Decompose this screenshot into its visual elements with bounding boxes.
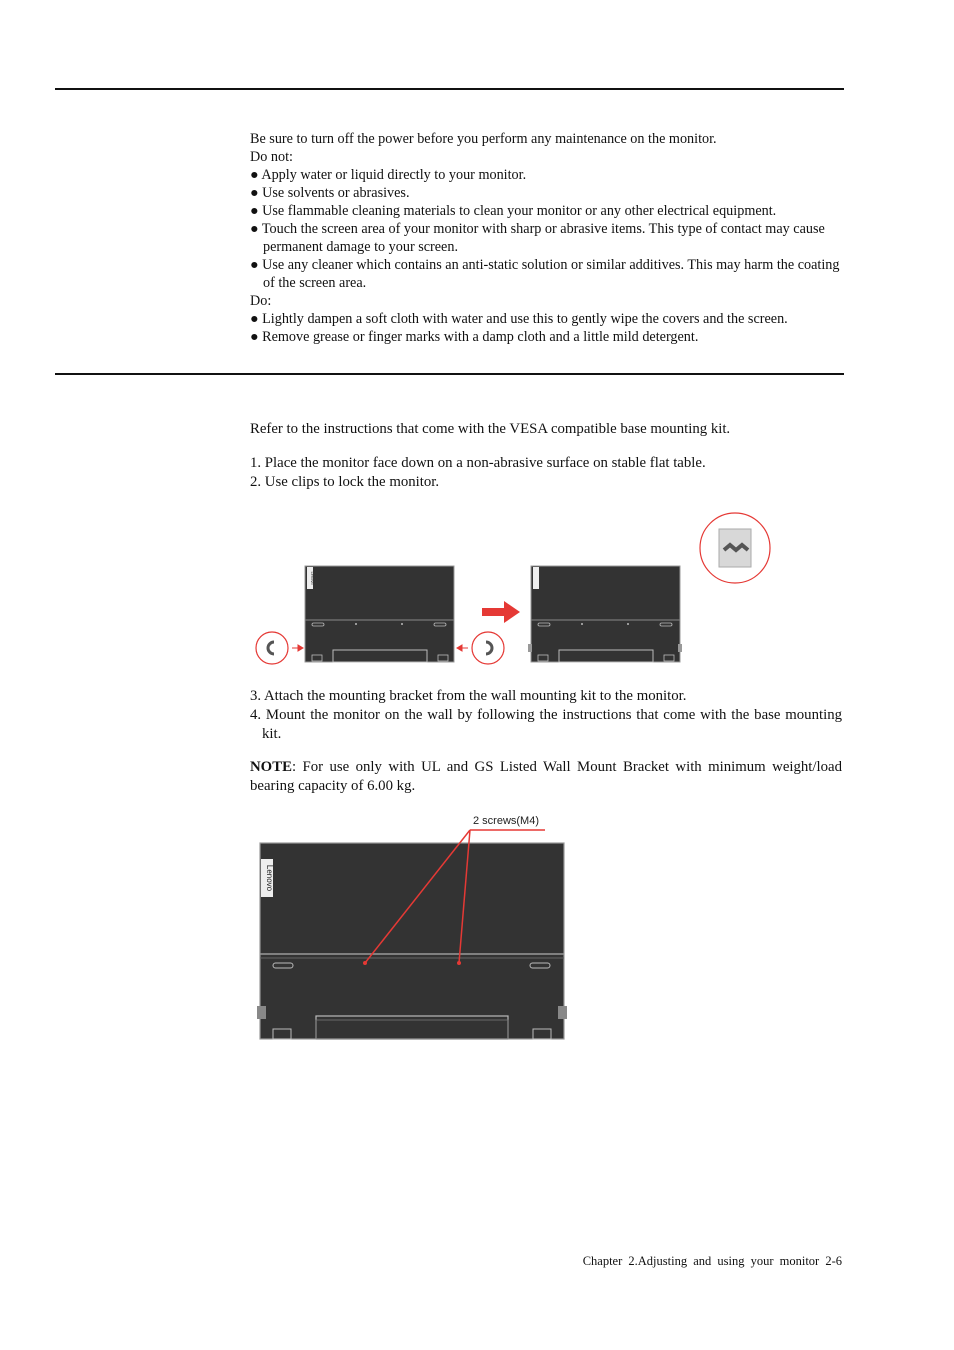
do-label: Do: [250, 293, 272, 309]
mounting-step: 3. Attach the mounting bracket from the wall mounting kit to the monitor. [250, 688, 687, 704]
do-item: ● Lightly dampen a soft cloth with water and use this to gently wipe the covers and the screen. [250, 311, 788, 327]
do-not-item: ● Use solvents or abrasives. [250, 185, 410, 201]
top-rule [55, 88, 844, 90]
clip-detail-icon [700, 513, 770, 583]
mounting-section [250, 420, 842, 492]
monitor-back-right [528, 566, 682, 662]
do-not-label: Do not: [250, 149, 293, 165]
page-footer: Chapter 2.Adjusting and using your monitor 2-6 [582, 1254, 842, 1268]
mounting-intro: Refer to the instructions that come with the VESA compatible base mounting kit. [250, 421, 731, 437]
mounting-step: 4. Mount the monitor on the wall by following the instructions that come with the base mounting kit. [250, 707, 842, 742]
do-not-item: ● Use any cleaner which contains an anti-static solution or similar additives. This may harm the coating of the screen area. [250, 257, 840, 291]
monitor-back-large [257, 843, 567, 1039]
clip-icon-left [256, 632, 288, 664]
screw-hole-icon [457, 961, 461, 965]
arrow-right-small-icon [292, 645, 303, 651]
do-not-item: ● Touch the screen area of your monitor with sharp or abrasive items. This type of contact may cause permanent damage to your screen. [250, 221, 825, 255]
screw-hole-icon [363, 961, 367, 965]
section-rule [55, 373, 844, 375]
arrow-right-icon [482, 601, 520, 623]
do-not-item: ● Apply water or liquid directly to your monitor. [250, 167, 527, 183]
lenovo-logo: Lenovo [310, 571, 315, 585]
care-intro: Be sure to turn off the power before you perform any maintenance on the monitor. [250, 131, 717, 147]
lenovo-logo-large: Lenovo [265, 864, 274, 892]
mounting-step: 2. Use clips to lock the monitor. [250, 474, 440, 490]
do-item: ● Remove grease or finger marks with a damp cloth and a little mild detergent. [250, 329, 699, 345]
do-not-item: ● Use flammable cleaning materials to clean your monitor or any other electrical equipment. [250, 203, 777, 219]
arrow-left-small-icon [457, 645, 468, 651]
note-label: NOTE [250, 759, 292, 775]
screw-figure [255, 808, 575, 1048]
mounting-note [250, 758, 842, 796]
care-section [250, 130, 842, 346]
screw-label: 2 screws(M4) [473, 815, 540, 827]
clip-icon-right [472, 632, 504, 664]
clip-lock-figure [250, 508, 780, 668]
mounting-step: 1. Place the monitor face down on a non-abrasive surface on stable flat table. [250, 455, 706, 471]
mounting-steps-continued [250, 687, 842, 796]
monitor-back-left [305, 566, 454, 662]
note-text: : For use only with UL and GS Listed Wall Mount Bracket with minimum weight/load bearing capacity of 6.00 kg. [250, 759, 842, 794]
